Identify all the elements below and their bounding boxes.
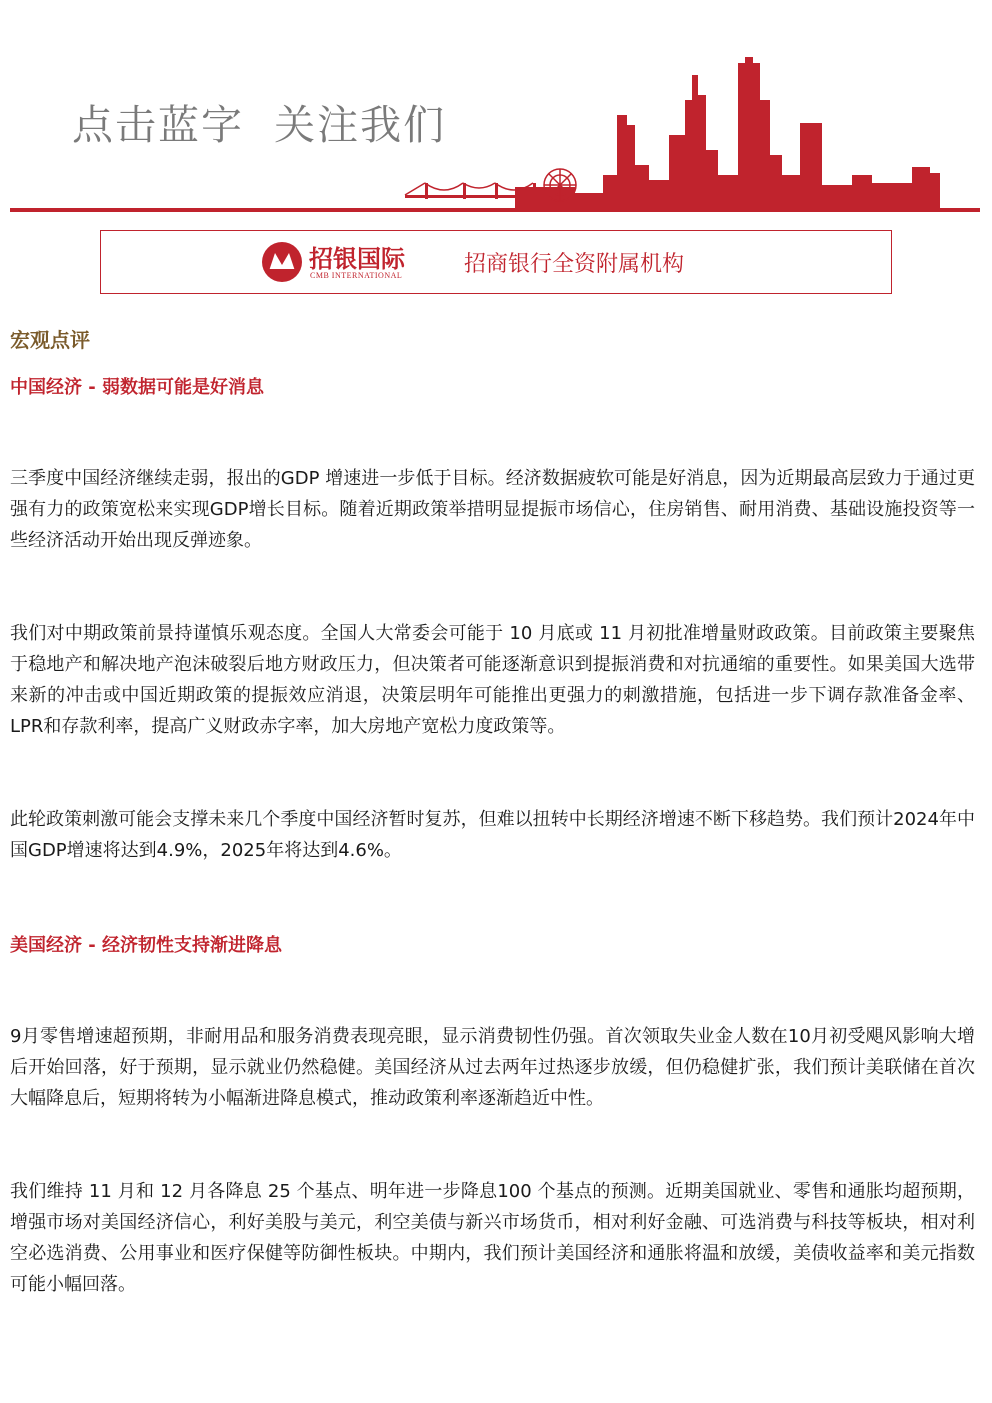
section-heading-us: 美国经济 - 经济韧性支持渐进降息 <box>10 935 283 956</box>
paragraph-china-1: 三季度中国经济继续走弱，报出的GDP 增速进一步低于目标。经济数据疲软可能是好消息，因为近期最高层致力于通过更强有力的政策宽松来实现GDP增长目标。随着近期政策举措明显提振市场信心，住房销售、耐用消费、基础设施投资等一些经济活动开始出现反弹迹象。 <box>10 468 975 551</box>
header-title[interactable]: 点击蓝字 关注我们 <box>72 101 447 149</box>
header-divider <box>10 208 980 212</box>
cmb-logo-icon <box>261 241 303 283</box>
institution-banner <box>100 230 892 294</box>
logo-chinese-name: 招银国际 <box>309 244 405 273</box>
banner-subtitle: 招商银行全资附属机构 <box>464 252 685 277</box>
section-heading-china: 中国经济 - 弱数据可能是好消息 <box>10 377 265 398</box>
section-label: 宏观点评 <box>10 328 90 352</box>
logo-english-name: CMB INTERNATIONAL <box>310 271 403 280</box>
paragraph-us-2: 我们维持 11 月和 12 月各降息 25 个基点、明年进一步降息100 个基点的预测。近期美国就业、零售和通胀均超预期，增强市场对美国经济信心，利好美股与美元，利空美债与新兴市场货币，相对利好金融、可选消费与科技等板块，相对利空必选消费、公用事业和医疗保健等防御性板块。中期内，我们预计美国经济和通胀将温和放缓，美债收益率和美元指数可能小幅回落。 <box>10 1181 975 1295</box>
city-skyline-illustration <box>395 55 980 211</box>
paragraph-china-3: 此轮政策刺激可能会支撑未来几个季度中国经济暂时复苏，但难以扭转中长期经济增速不断下移趋势。我们预计2024年中国GDP增速将达到4.9%，2025年将达到4.6%。 <box>10 809 975 861</box>
header <box>0 0 992 215</box>
paragraph-china-2: 我们对中期政策前景持谨慎乐观态度。全国人大常委会可能于 10 月底或 11 月初批准增量财政政策。目前政策主要聚焦于稳地产和解决地产泡沫破裂后地方财政压力，但决策者可能逐渐意识到提振消费和对抗通缩的重要性。如果美国大选带来新的冲击或中国近期政策的提振效应消退，决策层明年可能推出更强力的刺激措施，包括进一步下调存款准备金率、LPR和存款利率，提高广义财政赤字率，加大房地产宽松力度政策等。 <box>10 623 975 737</box>
paragraph-us-1: 9月零售增速超预期，非耐用品和服务消费表现亮眼，显示消费韧性仍强。首次领取失业金人数在10月初受飓风影响大增后开始回落，好于预期，显示就业仍然稳健。美国经济从过去两年过热逐步放缓，但仍稳健扩张，我们预计美联储在首次大幅降息后，短期将转为小幅渐进降息模式，推动政策利率逐渐趋近中性。 <box>10 1026 975 1109</box>
